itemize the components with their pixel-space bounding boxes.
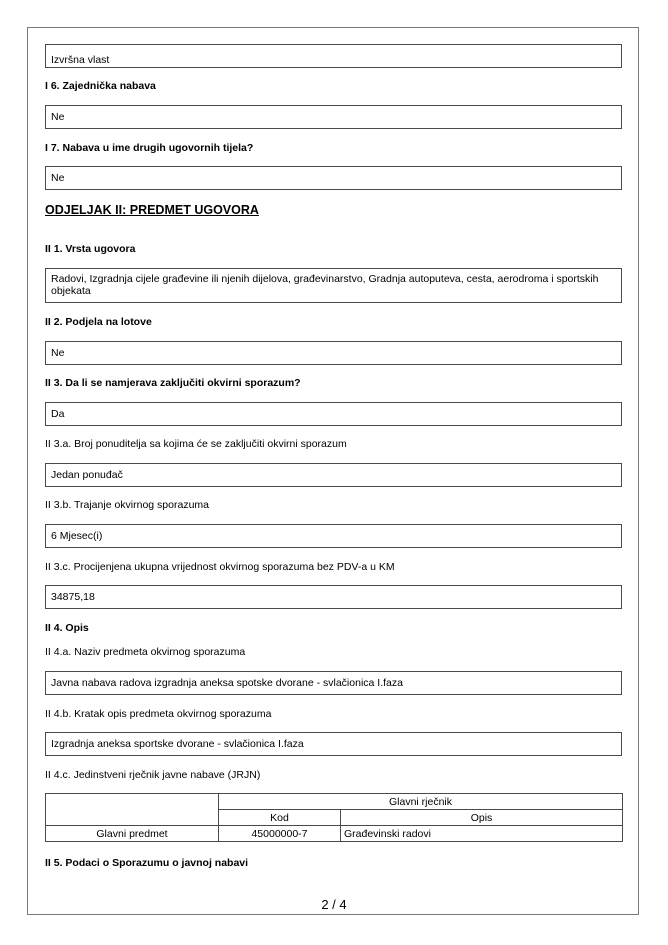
- table-row: [46, 826, 623, 842]
- ii2-value: Ne: [51, 347, 65, 359]
- ii4b-value-field: [45, 732, 622, 756]
- column-header-opis: Opis: [341, 810, 623, 826]
- ii3a-value-field: [45, 463, 622, 487]
- ii2-heading: II 2. Podjela na lotove: [45, 316, 152, 328]
- ii4c-label: II 4.c. Jedinstveni rječnik javne nabave (JRJN): [45, 769, 261, 781]
- table-header-row: [46, 794, 623, 810]
- page-number: 2 / 4: [321, 897, 347, 912]
- ii4a-label: II 4.a. Naziv predmeta okvirnog sporazuma: [45, 646, 246, 658]
- ii3b-value: 6 Mjesec(i): [51, 530, 103, 542]
- ii4b-value: Izgradnja aneksa sportske dvorane - svlačionica I.faza: [51, 738, 304, 750]
- ii4b-label: II 4.b. Kratak opis predmeta okvirnog sporazuma: [45, 708, 272, 720]
- ii3c-value: 34875,18: [51, 591, 95, 603]
- ii3c-value-field: [45, 585, 622, 609]
- ii2-value-field: [45, 341, 622, 365]
- ii3-heading: II 3. Da li se namjerava zaključiti okvirni sporazum?: [45, 377, 301, 389]
- ii3-value-field: [45, 402, 622, 426]
- ii4a-value-field: [45, 671, 622, 695]
- i7-value: Ne: [51, 172, 65, 184]
- table-group-header: Glavni rječnik: [219, 794, 623, 810]
- ii1-value: Radovi, Izgradnja cijele građevine ili njenih dijelova, građevinarstvo, Gradnja autoputeva, cesta, aerodroma i sportskih objekata: [51, 273, 599, 297]
- ii4a-value: Javna nabava radova izgradnja aneksa spotske dvorane - svlačionica I.faza: [51, 677, 403, 689]
- ii3a-value: Jedan ponuđač: [51, 469, 123, 481]
- table-empty-cell: [46, 794, 219, 826]
- row-label-cell: Glavni predmet: [46, 826, 219, 842]
- ii3b-label: II 3.b. Trajanje okvirnog sporazuma: [45, 499, 210, 511]
- i6-heading: I 6. Zajednička nabava: [45, 80, 156, 92]
- i5-value: Izvršna vlast: [51, 54, 110, 66]
- ii3c-label: II 3.c. Procijenjena ukupna vrijednost okvirnog sporazuma bez PDV-a u KM: [45, 561, 395, 573]
- section-title: ODJELJAK II: PREDMET UGOVORA: [45, 203, 259, 217]
- ii5-heading: II 5. Podaci o Sporazumu o javnoj nabavi: [45, 857, 249, 869]
- i7-value-field: [45, 166, 622, 190]
- i6-value: Ne: [51, 111, 65, 123]
- i5-value-field: [45, 44, 622, 68]
- ii1-value-field: [45, 268, 622, 303]
- ii3-value: Da: [51, 408, 65, 420]
- ii4-heading: II 4. Opis: [45, 622, 89, 634]
- row-kod-cell: 45000000-7: [219, 826, 341, 842]
- jrjn-table: [45, 793, 623, 842]
- ii3a-label: II 3.a. Broj ponuditelja sa kojima će se zaključiti okvirni sporazum: [45, 438, 347, 450]
- column-header-kod: Kod: [219, 810, 341, 826]
- i7-heading: I 7. Nabava u ime drugih ugovornih tijela?: [45, 142, 254, 154]
- row-opis-cell: Građevinski radovi: [341, 826, 623, 842]
- ii3b-value-field: [45, 524, 622, 548]
- i6-value-field: [45, 105, 622, 129]
- ii1-heading: II 1. Vrsta ugovora: [45, 243, 136, 255]
